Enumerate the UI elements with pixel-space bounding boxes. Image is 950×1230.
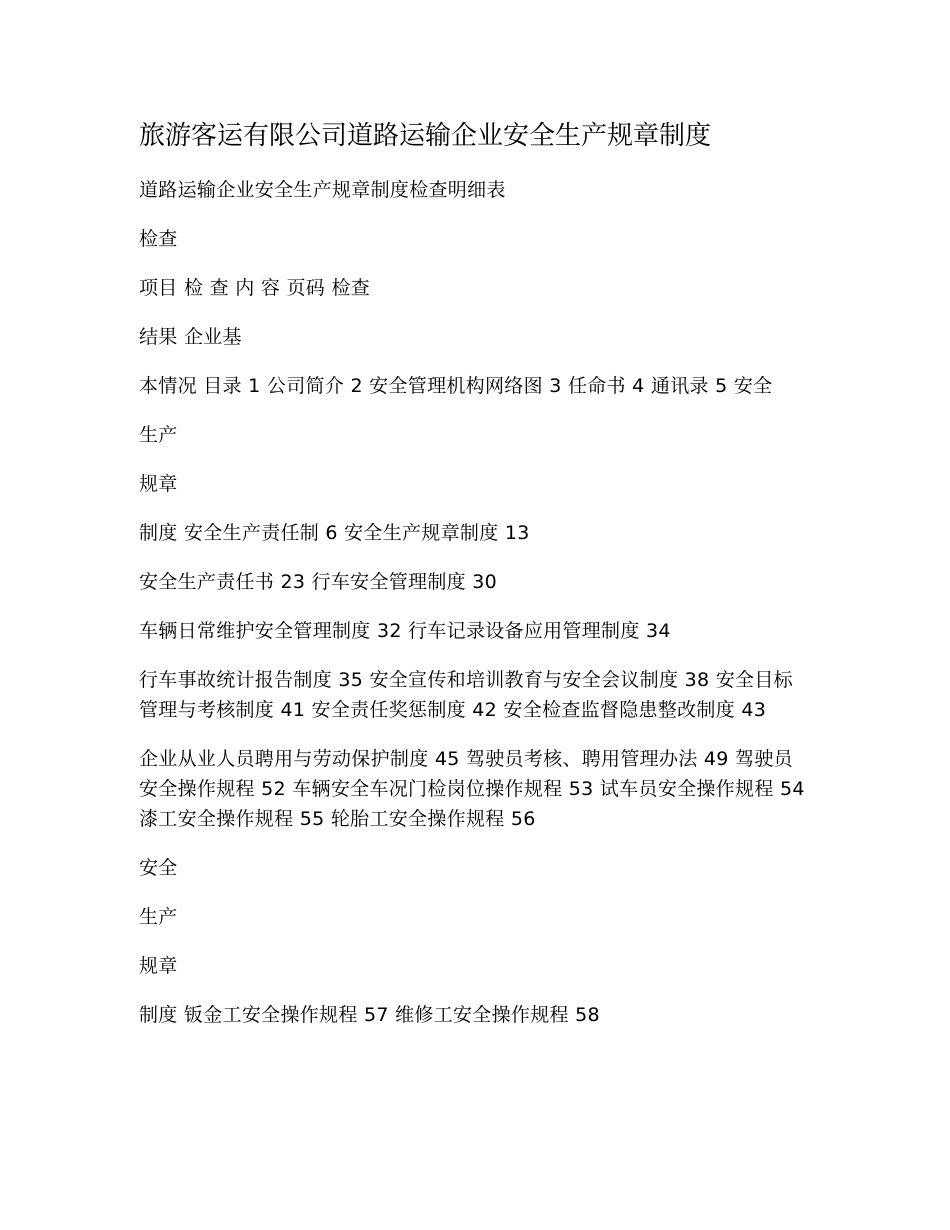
document-title: 旅游客运有限公司道路运输企业安全生产规章制度 bbox=[139, 121, 712, 151]
paragraph: 规章 bbox=[139, 955, 178, 977]
paragraph: 道路运输企业安全生产规章制度检查明细表 bbox=[139, 179, 506, 201]
paragraph: 制度 安全生产责任制 6 安全生产规章制度 13 bbox=[139, 522, 530, 544]
paragraph: 生产 bbox=[139, 906, 178, 928]
paragraph: 结果 企业基 bbox=[139, 326, 242, 348]
document-body bbox=[139, 175, 811, 1049]
paragraph: 生产 bbox=[139, 424, 178, 446]
paragraph: 企业从业人员聘用与劳动保护制度 45 驾驶员考核、聘用管理办法 49 驾驶员安全操作规程 52 车辆安全车况门检岗位操作规程 53 试车员安全操作规程 54 漆工安全操作规程 55 轮胎工安全操作规程 56 bbox=[139, 748, 805, 830]
paragraph: 安全生产责任书 23 行车安全管理制度 30 bbox=[139, 571, 498, 593]
paragraph: 安全 bbox=[139, 857, 178, 879]
paragraph: 车辆日常维护安全管理制度 32 行车记录设备应用管理制度 34 bbox=[139, 620, 671, 642]
paragraph: 行车事故统计报告制度 35 安全宣传和培训教育与安全会议制度 38 安全目标管理与考核制度 41 安全责任奖惩制度 42 安全检查监督隐患整改制度 43 bbox=[139, 669, 793, 721]
paragraph: 项目 检 查 内 容 页码 检查 bbox=[139, 277, 371, 299]
paragraph: 检查 bbox=[139, 228, 178, 250]
paragraph: 制度 钣金工安全操作规程 57 维修工安全操作规程 58 bbox=[139, 1004, 600, 1026]
paragraph: 本情况 目录 1 公司简介 2 安全管理机构网络图 3 任命书 4 通讯录 5 安全 bbox=[139, 375, 773, 397]
paragraph: 规章 bbox=[139, 473, 178, 495]
